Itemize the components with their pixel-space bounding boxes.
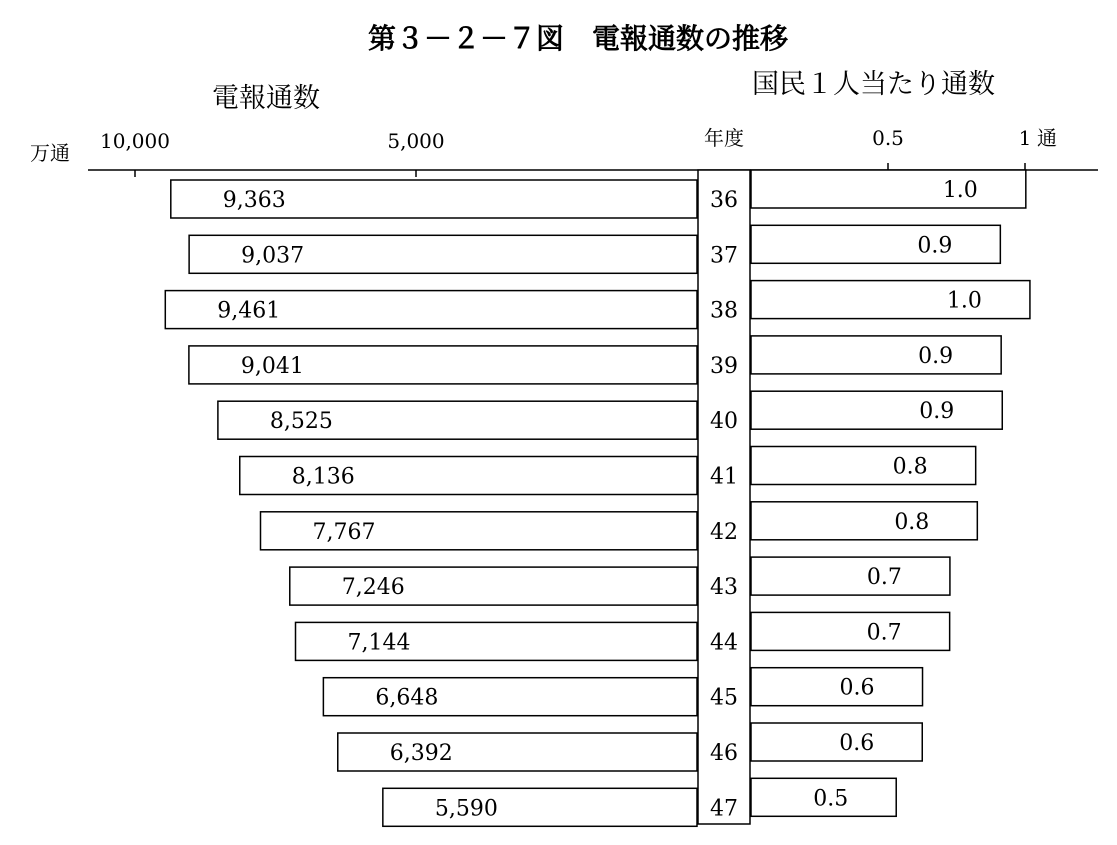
year-label: 42 (710, 519, 738, 545)
left-bar-value: 6,392 (389, 741, 453, 766)
right-bar (751, 391, 1002, 429)
right-bar-value: 1.0 (942, 178, 978, 203)
right-bar-value: 0.9 (919, 399, 955, 425)
right-bar-value: 0.9 (918, 343, 954, 369)
right-bar (751, 612, 950, 650)
right-bar-value: 0.6 (839, 675, 875, 701)
year-label: 44 (710, 630, 738, 656)
left-bar-value: 6,648 (375, 685, 439, 711)
chart-title: 第３－２－７図 電報通数の推移 (367, 22, 789, 55)
right-bar-value: 0.6 (839, 731, 875, 756)
right-bar-value: 0.9 (917, 233, 953, 259)
year-label: 40 (710, 409, 738, 435)
left-bar-value: 5,590 (434, 796, 498, 822)
right-bar-value: 0.5 (813, 786, 849, 812)
right-bar (751, 170, 1026, 208)
year-label: 36 (710, 188, 738, 213)
left-series-label: 電報通数 (212, 83, 320, 114)
left-bar-value: 7,767 (312, 519, 376, 545)
left-bar (383, 788, 697, 826)
right-unit-label: 通 (1037, 126, 1057, 150)
right-bar (751, 502, 977, 540)
left-bar-value: 9,363 (222, 188, 286, 213)
right-bar (751, 447, 976, 485)
right-bar (751, 723, 922, 761)
right-bar-value: 0.7 (866, 565, 902, 591)
year-label: 47 (710, 796, 738, 822)
right-bar (751, 281, 1030, 319)
left-bar-value: 7,246 (341, 575, 405, 601)
left-bar-value: 8,525 (269, 409, 333, 435)
year-label: 39 (710, 353, 738, 379)
right-tick-label: 0.5 (872, 126, 904, 150)
left-bar-value: 9,461 (217, 298, 281, 324)
center-axis-label: 年度 (704, 126, 744, 150)
year-label: 46 (710, 741, 738, 766)
year-label: 43 (710, 575, 738, 601)
right-bar (751, 225, 1000, 263)
right-bar-value: 0.7 (866, 620, 902, 646)
right-bars (751, 170, 1030, 816)
year-label: 38 (710, 298, 738, 324)
right-axis-ticks (872, 126, 1057, 170)
right-bar-value: 1.0 (946, 288, 982, 314)
left-tick-label: 5,000 (387, 129, 445, 153)
left-tick-label: 10,000 (100, 129, 170, 153)
left-bar-value: 9,037 (241, 243, 305, 269)
year-label: 41 (710, 464, 738, 490)
right-bar-value: 0.8 (894, 509, 930, 535)
left-bar-value: 8,136 (291, 464, 355, 490)
right-bar (751, 336, 1001, 374)
right-series-label: 国民１人当たり通数 (752, 69, 995, 100)
right-tick-label: 1 (1018, 126, 1032, 150)
left-bar-value: 9,041 (240, 353, 304, 379)
left-bars (165, 180, 697, 826)
right-bar (751, 557, 950, 595)
year-label: 37 (710, 243, 738, 269)
right-bar-value: 0.8 (892, 454, 928, 480)
year-label: 45 (710, 685, 738, 711)
left-bar-value: 7,144 (347, 630, 411, 656)
left-unit-label: 万通 (30, 141, 70, 165)
right-bar (751, 668, 923, 706)
